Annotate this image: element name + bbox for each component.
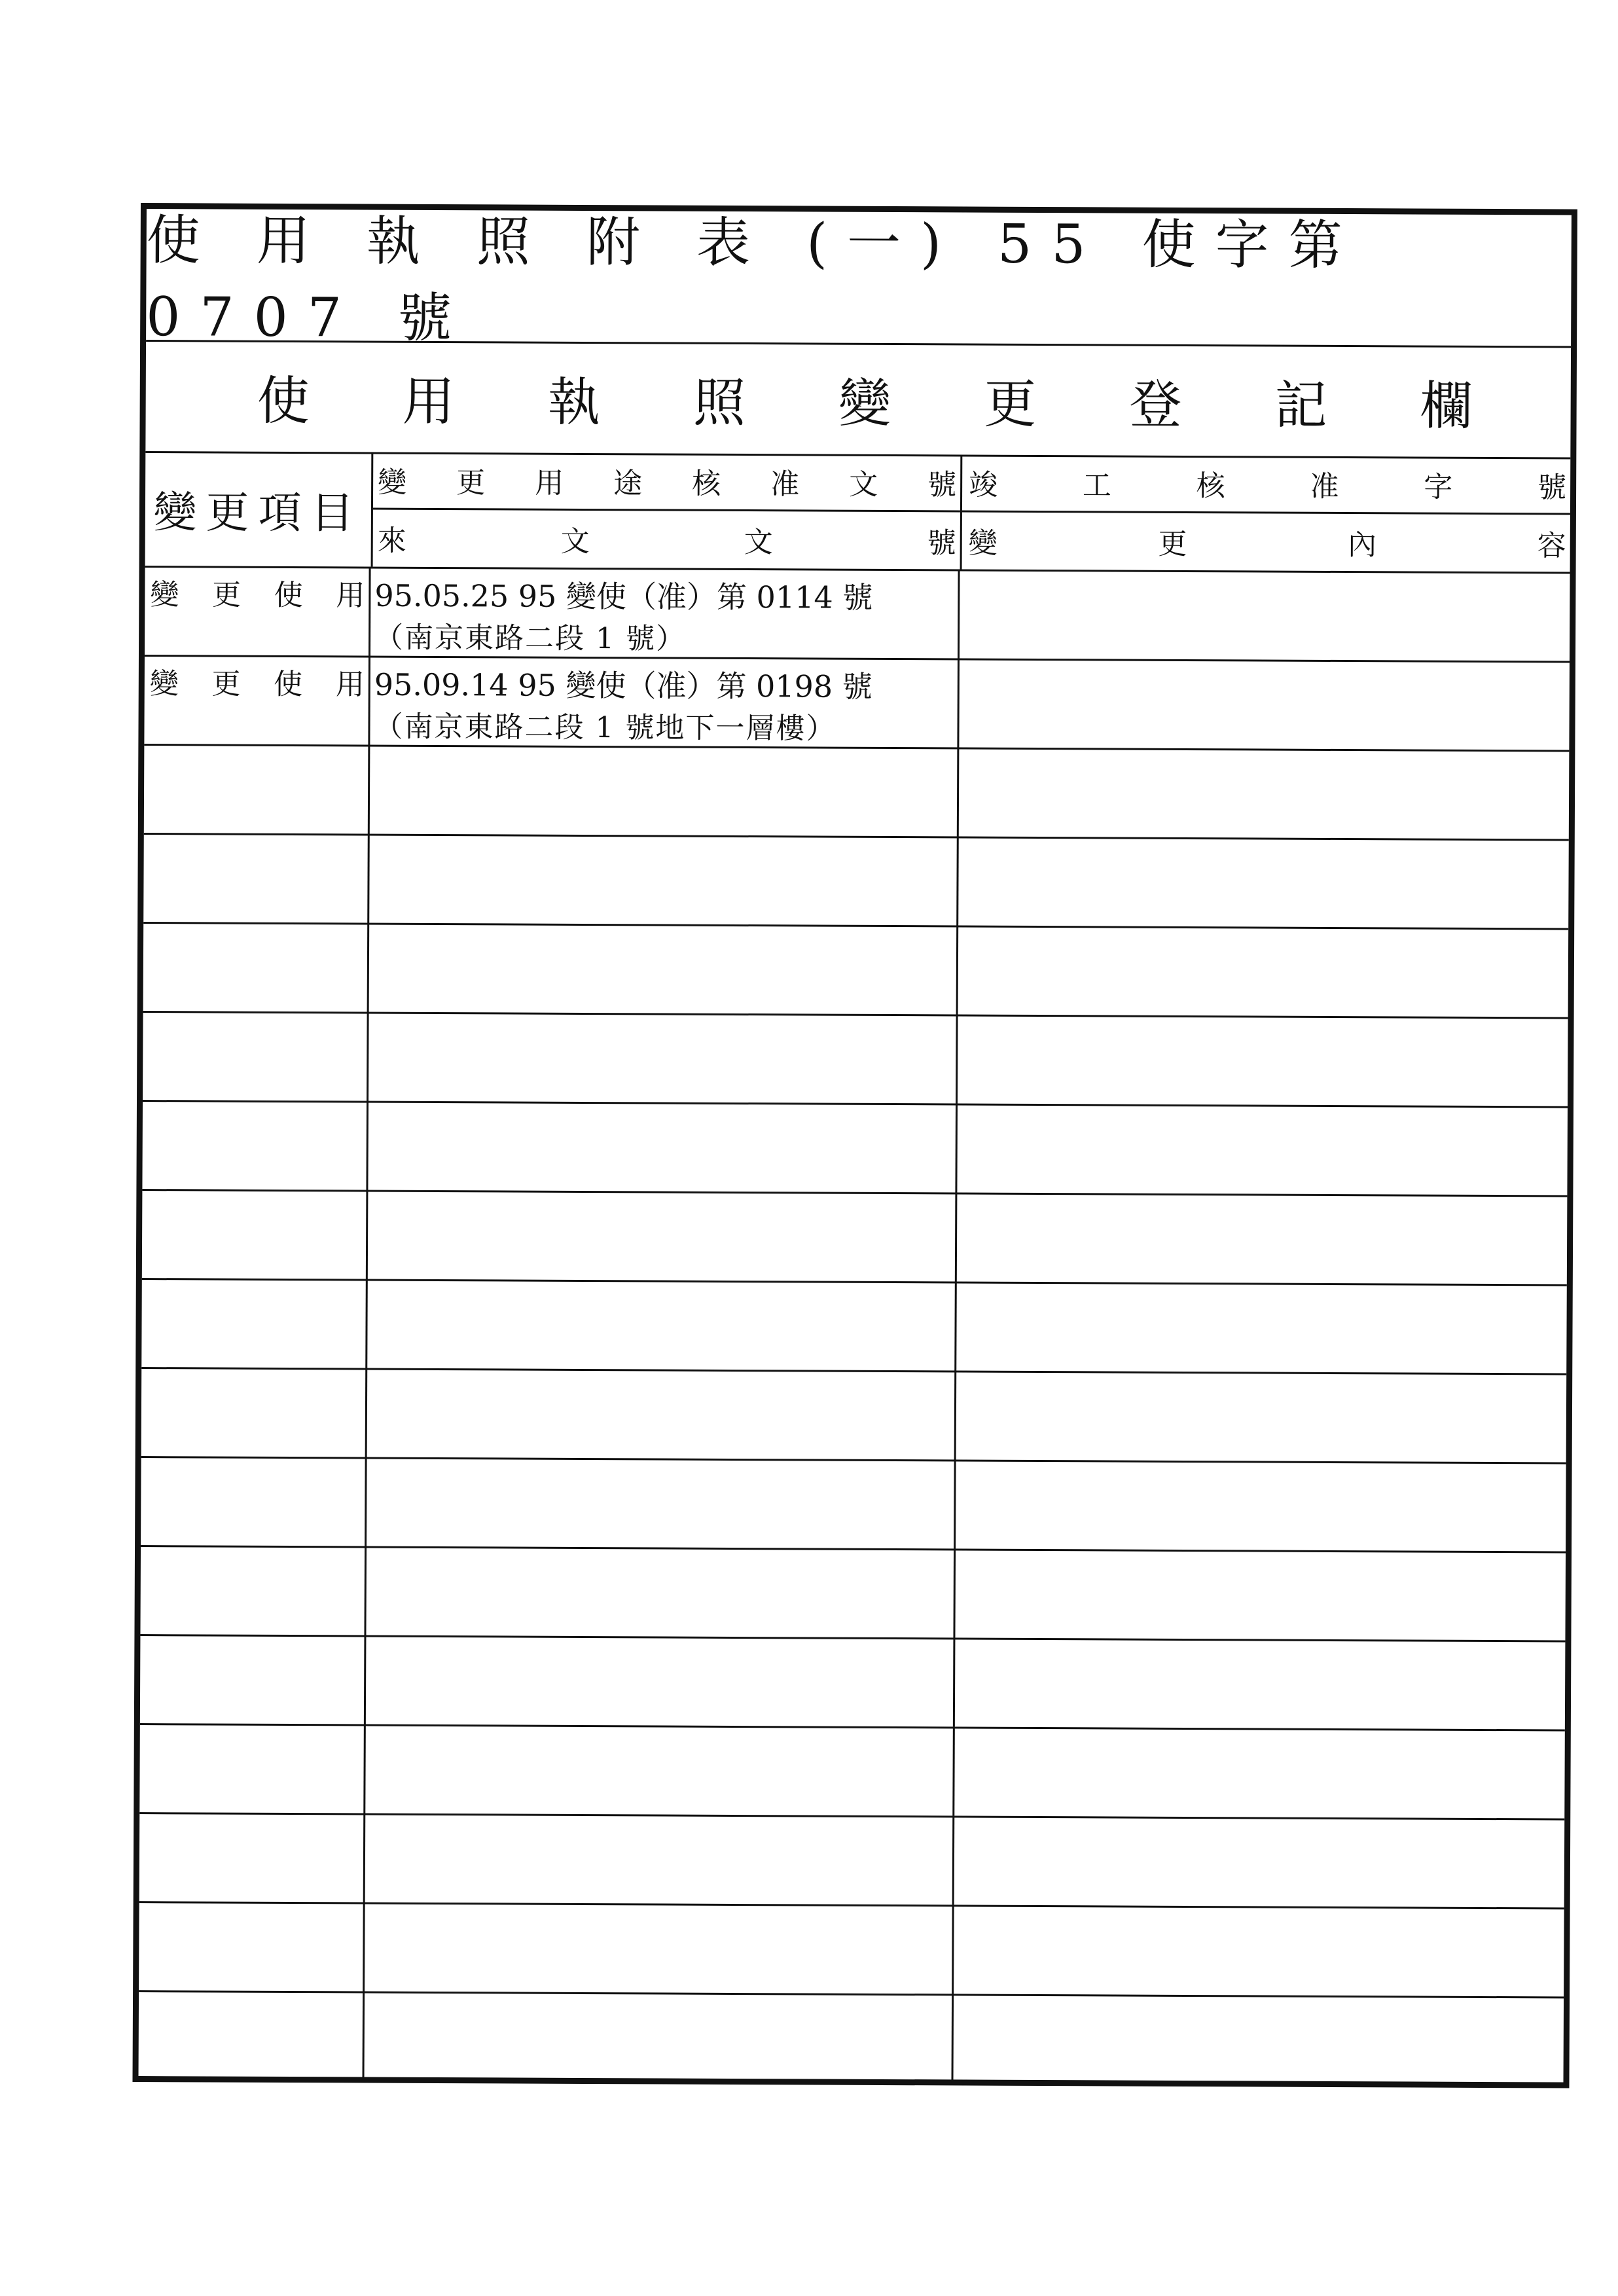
header-char: 准 bbox=[770, 467, 800, 501]
empty-cell bbox=[140, 1634, 367, 1724]
item-char: 更 bbox=[211, 667, 241, 701]
empty-cell bbox=[369, 834, 959, 926]
empty-table-row bbox=[142, 1189, 1568, 1286]
empty-cell bbox=[366, 1635, 956, 1727]
header-char: 號 bbox=[927, 468, 957, 502]
header-doc-column bbox=[371, 452, 963, 570]
empty-cell bbox=[138, 1990, 365, 2081]
subtitle-char: 變 bbox=[838, 373, 891, 434]
empty-cell bbox=[365, 1903, 954, 1994]
row-change-item bbox=[145, 566, 371, 656]
empty-cell bbox=[143, 1011, 369, 1101]
table-row bbox=[145, 566, 1570, 663]
table-row bbox=[144, 655, 1570, 752]
empty-table-row bbox=[140, 1545, 1566, 1642]
header-completion-no bbox=[962, 454, 1570, 515]
header-char: 文 bbox=[849, 467, 878, 502]
empty-cell bbox=[139, 1901, 365, 1992]
subtitle-char: 執 bbox=[547, 371, 601, 433]
subtitle-char: 記 bbox=[1274, 374, 1327, 436]
empty-cell bbox=[143, 833, 370, 923]
empty-table-row bbox=[140, 1634, 1566, 1731]
item-char: 變 bbox=[149, 667, 179, 701]
empty-table-row bbox=[139, 1901, 1564, 1998]
doc-date-number: 95.09.14 95 變使（准）第 0198 號 bbox=[374, 666, 872, 704]
empty-cell bbox=[956, 1815, 1565, 1907]
form-subtitle-row bbox=[145, 340, 1571, 459]
empty-cell bbox=[139, 1723, 366, 1813]
doc-address: （南京東路二段 1 號地下一層樓） bbox=[374, 710, 836, 746]
empty-cell bbox=[139, 1812, 366, 1903]
subtitle-char: 更 bbox=[984, 373, 1037, 435]
empty-cell bbox=[140, 1545, 367, 1635]
header-char: 工 bbox=[1082, 469, 1112, 503]
doc-address: （南京東路二段 1 號） bbox=[374, 621, 687, 656]
subtitle-char: 照 bbox=[692, 372, 746, 433]
empty-cell bbox=[142, 1189, 369, 1279]
header-char: 內 bbox=[1347, 528, 1377, 562]
empty-cell bbox=[958, 1281, 1567, 1373]
empty-table-row bbox=[141, 1456, 1566, 1553]
header-change-item: 變更項目 bbox=[145, 451, 374, 567]
empty-cell bbox=[959, 1192, 1568, 1284]
item-char: 用 bbox=[335, 668, 365, 702]
empty-table-row bbox=[142, 1100, 1568, 1197]
empty-cell bbox=[365, 1724, 955, 1816]
header-char: 途 bbox=[613, 467, 643, 501]
header-char: 來 bbox=[377, 524, 406, 558]
row-change-content bbox=[961, 658, 1570, 750]
header-content-column bbox=[962, 454, 1571, 572]
empty-table-row bbox=[143, 1011, 1568, 1108]
form-title: 使 用 執 照 附 表 (一) 55 使字第 0707 號 bbox=[146, 210, 1362, 350]
item-char: 使 bbox=[273, 667, 303, 702]
header-char: 變 bbox=[378, 465, 407, 500]
subtitle-char: 欄 bbox=[1420, 375, 1473, 437]
empty-cell bbox=[367, 1457, 956, 1549]
subtitle-char: 使 bbox=[257, 370, 310, 431]
empty-cell bbox=[142, 1100, 369, 1190]
subtitle-char: 用 bbox=[402, 371, 456, 432]
empty-table-row bbox=[139, 1723, 1565, 1820]
empty-cell bbox=[958, 1459, 1566, 1551]
header-incoming-doc-no bbox=[371, 509, 960, 569]
header-char: 用 bbox=[535, 466, 564, 501]
header-char: 核 bbox=[1196, 469, 1225, 503]
empty-cell bbox=[957, 1637, 1566, 1729]
empty-cell bbox=[955, 1994, 1564, 2085]
empty-cell bbox=[365, 1813, 955, 1905]
row-doc-number bbox=[370, 567, 960, 659]
row-change-content bbox=[962, 569, 1570, 661]
item-char: 用 bbox=[336, 579, 365, 613]
empty-cell bbox=[364, 1992, 954, 2083]
header-char: 文 bbox=[744, 526, 773, 560]
header-char: 容 bbox=[1537, 529, 1566, 563]
header-char: 更 bbox=[1158, 528, 1187, 562]
empty-cell bbox=[141, 1367, 368, 1457]
empty-cell bbox=[143, 922, 370, 1012]
empty-cell bbox=[369, 923, 959, 1015]
header-char: 字 bbox=[1424, 470, 1453, 504]
doc-date-number: 95.05.25 95 變使（准）第 0114 號 bbox=[374, 577, 873, 615]
empty-table-row bbox=[144, 744, 1570, 841]
empty-table-row bbox=[138, 1990, 1564, 2085]
empty-cell bbox=[958, 1370, 1567, 1462]
empty-cell bbox=[957, 1548, 1566, 1640]
header-char: 核 bbox=[692, 467, 721, 501]
empty-cell bbox=[956, 1726, 1565, 1818]
table-header bbox=[145, 451, 1571, 574]
row-change-item bbox=[144, 655, 370, 745]
row-doc-number bbox=[370, 656, 960, 748]
item-char: 更 bbox=[211, 578, 242, 612]
empty-table-row bbox=[139, 1812, 1565, 1909]
empty-cell bbox=[370, 745, 960, 837]
empty-cell bbox=[367, 1279, 957, 1371]
empty-cell bbox=[960, 1014, 1568, 1106]
empty-cell bbox=[961, 747, 1570, 839]
form-subtitle bbox=[257, 340, 1473, 457]
header-char: 竣 bbox=[969, 468, 998, 502]
empty-table-row bbox=[141, 1367, 1567, 1464]
empty-cell bbox=[141, 1278, 368, 1368]
empty-table-row bbox=[143, 833, 1569, 930]
header-char: 准 bbox=[1310, 470, 1339, 504]
empty-cell bbox=[141, 1456, 367, 1546]
item-char: 變 bbox=[150, 578, 179, 612]
header-char: 變 bbox=[968, 526, 998, 560]
header-char: 號 bbox=[1537, 471, 1567, 505]
header-char: 文 bbox=[560, 525, 590, 559]
item-char: 使 bbox=[274, 578, 303, 613]
header-char: 號 bbox=[927, 526, 956, 560]
form-title-row bbox=[146, 209, 1572, 348]
header-approval-doc-no bbox=[371, 452, 960, 512]
empty-cell bbox=[144, 744, 370, 834]
empty-cell bbox=[368, 1101, 958, 1193]
subtitle-char: 登 bbox=[1129, 374, 1182, 435]
empty-cell bbox=[369, 1012, 958, 1104]
usage-permit-form bbox=[132, 203, 1577, 2088]
empty-cell bbox=[956, 1904, 1564, 1996]
empty-cell bbox=[367, 1368, 957, 1460]
empty-cell bbox=[368, 1190, 958, 1282]
empty-table-row bbox=[143, 922, 1569, 1019]
header-change-content bbox=[962, 512, 1570, 572]
empty-cell bbox=[959, 1103, 1568, 1195]
empty-cell bbox=[960, 836, 1569, 928]
empty-cell bbox=[960, 925, 1569, 1017]
empty-cell bbox=[366, 1546, 956, 1638]
header-char: 更 bbox=[456, 466, 486, 500]
empty-table-row bbox=[141, 1278, 1567, 1375]
